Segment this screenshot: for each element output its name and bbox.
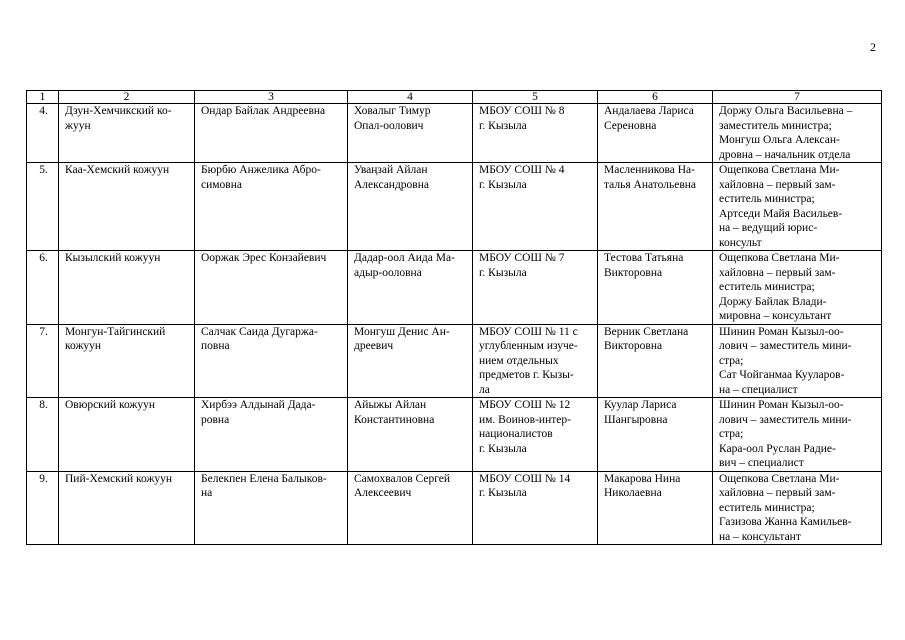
table-row xyxy=(27,398,882,472)
row-number: 5. xyxy=(27,163,59,251)
director-cell: Дадар-оол Аида Ма- адыр-ооловна xyxy=(348,251,473,325)
coordinator-cell: Куулар Лариса Шангыровна xyxy=(598,398,713,472)
coordinator-cell: Тестова Татьяна Викторовна xyxy=(598,251,713,325)
table-row xyxy=(27,324,882,398)
responsible-cell: Ощепкова Светлана Ми- хайловна – первый зам- еститель министра; Артседи Майя Васильев- на – ведущий юрис- консульт xyxy=(713,163,882,251)
director-cell: Айыжы Айлан Константиновна xyxy=(348,398,473,472)
head-cell: Хирбээ Алдынай Дада- ровна xyxy=(195,398,348,472)
head-cell: Салчак Саида Дугаржа- повна xyxy=(195,324,348,398)
table-row xyxy=(27,104,882,163)
row-number: 9. xyxy=(27,471,59,545)
district-cell: Дзун-Хемчикский ко- жуун xyxy=(59,104,195,163)
row-number: 8. xyxy=(27,398,59,472)
row-number: 6. xyxy=(27,251,59,325)
responsible-cell: Шинин Роман Кызыл-оо- лович – заместитель мини- стра; Сат Чойганмаа Кууларов- на – специалист xyxy=(713,324,882,398)
district-cell: Кызылский кожуун xyxy=(59,251,195,325)
column-header-7: 7 xyxy=(713,91,882,104)
responsible-cell: Ощепкова Светлана Ми- хайловна – первый зам- еститель министра; Доржу Байлак Влади- мировна – консультант xyxy=(713,251,882,325)
row-number: 4. xyxy=(27,104,59,163)
district-cell: Каа-Хемский кожуун xyxy=(59,163,195,251)
school-cell: МБОУ СОШ № 11 с углубленным изуче- нием отдельных предметов г. Кызы- ла xyxy=(473,324,598,398)
column-header-3: 3 xyxy=(195,91,348,104)
column-header-6: 6 xyxy=(598,91,713,104)
responsible-cell: Ощепкова Светлана Ми- хайловна – первый зам- еститель министра; Газизова Жанна Камильев- на – консультант xyxy=(713,471,882,545)
school-cell: МБОУ СОШ № 7 г. Кызыла xyxy=(473,251,598,325)
row-number: 7. xyxy=(27,324,59,398)
director-cell: Ховалыг Тимур Опал-оолович xyxy=(348,104,473,163)
column-number-row xyxy=(27,91,882,104)
table-row xyxy=(27,471,882,545)
page-number: 2 xyxy=(870,40,876,54)
district-cell: Пий-Хемский кожуун xyxy=(59,471,195,545)
head-cell: Бюрбю Анжелика Абро- симовна xyxy=(195,163,348,251)
coordinator-cell: Макарова Нина Николаевна xyxy=(598,471,713,545)
column-header-4: 4 xyxy=(348,91,473,104)
head-cell: Белекпен Елена Балыков- на xyxy=(195,471,348,545)
school-cell: МБОУ СОШ № 12 им. Воинов-интер- националистов г. Кызыла xyxy=(473,398,598,472)
school-cell: МБОУ СОШ № 4 г. Кызыла xyxy=(473,163,598,251)
district-cell: Овюрский кожуун xyxy=(59,398,195,472)
school-cell: МБОУ СОШ № 8 г. Кызыла xyxy=(473,104,598,163)
coordinator-cell: Андалаева Лариса Сереновна xyxy=(598,104,713,163)
column-header-5: 5 xyxy=(473,91,598,104)
responsible-cell: Доржу Ольга Васильевна – заместитель министра; Монгуш Ольга Алексан- дровна – начальник отдела xyxy=(713,104,882,163)
assignment-table xyxy=(26,90,882,545)
responsible-cell: Шинин Роман Кызыл-оо- лович – заместитель мини- стра; Кара-оол Руслан Радие- вич – специалист xyxy=(713,398,882,472)
table-row xyxy=(27,251,882,325)
director-cell: Самохвалов Сергей Алексеевич xyxy=(348,471,473,545)
table-row xyxy=(27,163,882,251)
director-cell: Уваңзай Айлан Александровна xyxy=(348,163,473,251)
head-cell: Ондар Байлак Андреевна xyxy=(195,104,348,163)
school-cell: МБОУ СОШ № 14 г. Кызыла xyxy=(473,471,598,545)
district-cell: Монгун-Тайгинский кожуун xyxy=(59,324,195,398)
column-header-1: 1 xyxy=(27,91,59,104)
coordinator-cell: Масленникова На- талья Анатольевна xyxy=(598,163,713,251)
head-cell: Ооржак Эрес Конзайевич xyxy=(195,251,348,325)
column-header-2: 2 xyxy=(59,91,195,104)
coordinator-cell: Верник Светлана Викторовна xyxy=(598,324,713,398)
director-cell: Монгуш Денис Ан- дреевич xyxy=(348,324,473,398)
